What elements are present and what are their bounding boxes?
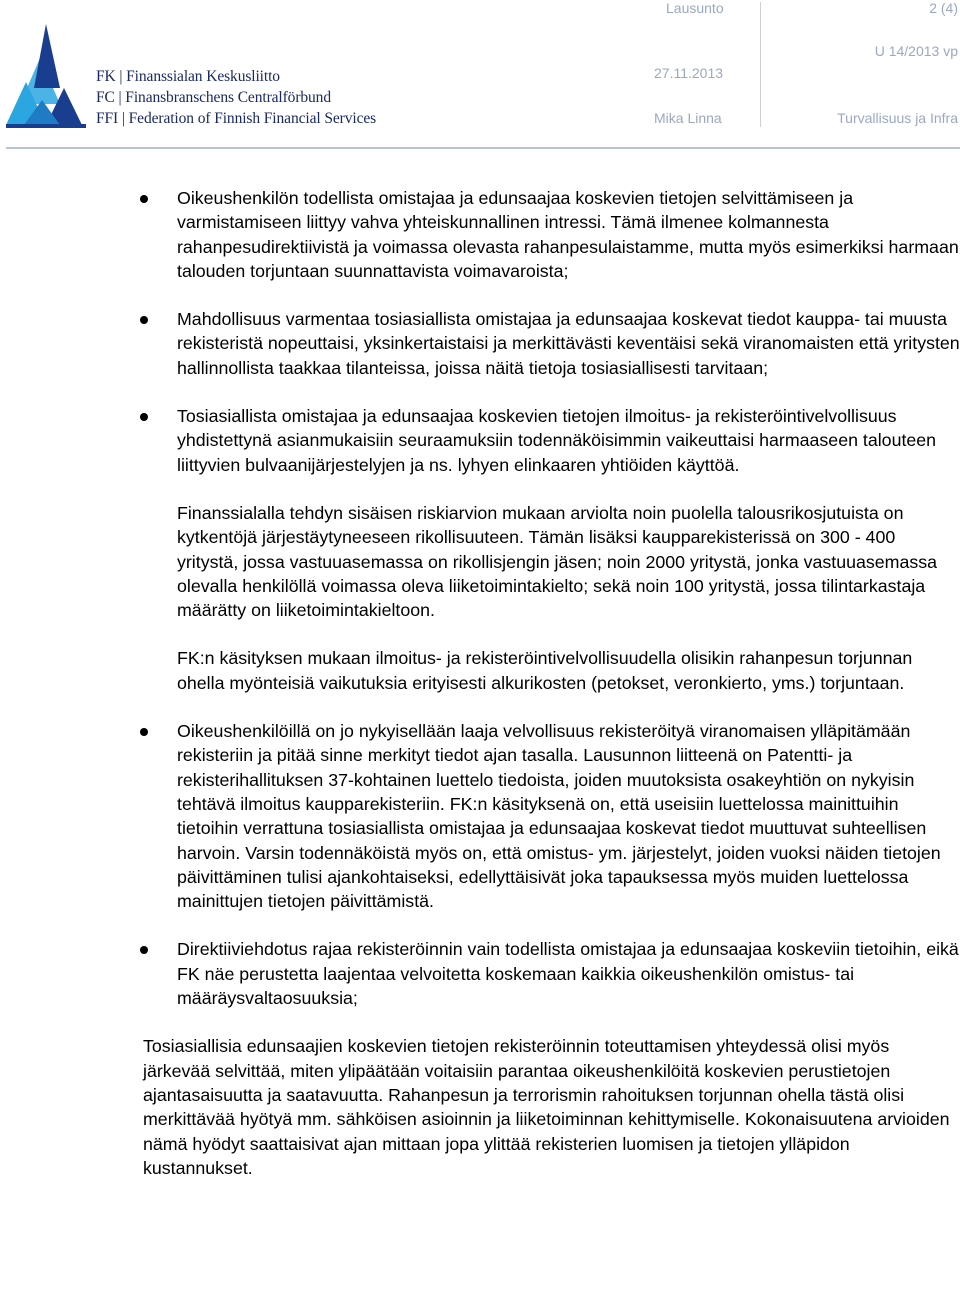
document-date: 27.11.2013 xyxy=(654,65,724,81)
organization-logo xyxy=(6,20,396,132)
list-item xyxy=(0,307,960,380)
bullet-icon xyxy=(140,413,148,421)
reference-number: U 14/2013 vp xyxy=(874,43,958,59)
header-divider xyxy=(760,2,761,127)
bullet-text: Tosiasiallista omistajaa ja edunsaajaa koskevien tietojen ilmoitus- ja rekisteröintivelvollisuus yhdistettynä asianmukaisiin seuraamuksiin todennäköisimmin vaikeuttaisi harmaaseen talouteen liittyvien bulvaanijärjestelyjen ja ns. lyhyen elinkaaren yhtiöiden käyttöä. xyxy=(177,406,937,475)
document-body xyxy=(0,186,960,1180)
department-name: Turvallisuus ja Infra xyxy=(837,110,958,126)
document-type: Lausunto xyxy=(666,0,724,16)
bullet-text: Direktiiviehdotus rajaa rekisteröinnin vain todellista omistajaa ja edunsaajaa koskeviin tietoihin, eikä FK näe perustetta laajentaa velvoitetta koskemaan kaikkia oikeushenkilön omistus- tai määräysvaltaosuuksia; xyxy=(177,939,959,1009)
logo-line-fc: FC | Finansbranschens Centralförbund xyxy=(96,89,331,106)
logo-mark-icon xyxy=(6,20,96,132)
paragraph-risk-assessment: Finanssialalla tehdyn sisäisen riskiarvion mukaan arviolta noin puolella talousrikosjutuista on kytkentöjä järjestäytyneeseen rikollisuuteen. Tämän lisäksi kaupparekisterissä on 300 - 400 yritystä, jossa vastuuasemassa on rikollisjengin jäsen; noin 2000 yritystä, jonka vastuuasemassa olevalla henkilöllä voimassa oleva liiketoimintakielto; sekä noin 100 yritystä, jossa tilintarkastaja määrätty on liiketoimintakieltoon. xyxy=(177,502,938,621)
list-item xyxy=(0,186,960,283)
bullet-text: Mahdollisuus varmentaa tosiasiallista omistajaa ja edunsaajaa koskevat tiedot kauppa- tai muusta rekisteristä nopeuttaisi, yksinkertaistaisi ja merkittävästi keventäisi sekä viranomaisten että yritysten hallinnollista taakkaa tilanteissa, joissa näitä tietoja tosiasiallisesti tarvitaan; xyxy=(177,309,960,378)
bullet-icon xyxy=(140,195,148,203)
bullet-icon xyxy=(140,946,148,954)
header-rule xyxy=(6,147,960,149)
bullet-icon xyxy=(140,316,148,324)
logo-line-fk: FK | Finanssialan Keskusliitto xyxy=(96,68,280,85)
page-number: 2 (4) xyxy=(929,0,958,16)
logo-line-ffi: FFI | Federation of Finnish Financial Services xyxy=(96,110,377,127)
author-name: Mika Linna xyxy=(654,110,722,126)
closing-paragraph: Tosiasiallisia edunsaajien koskevien tietojen rekisteröinnin toteuttamisen yhteydessä olisi myös järkevää selvittää, miten ylipäätään voitaisiin parantaa oikeushenkilöitä koskevien perustietojen ajantasaisuutta ja saatavuutta. Rahanpesun ja terrorismin rahoituksen torjunnan ohella tästä olisi merkittävää hyötyä mm. sähköisen asioinnin ja liiketoiminnan kehittymiselle. Kokonaisuutena arvioiden nämä hyödyt saattaisivat ajan mittaan jopa ylittää rekisterien luomisen ja tietojen ylläpidon kustannukset. xyxy=(143,1036,950,1178)
paragraph-fk-view: FK:n käsityksen mukaan ilmoitus- ja rekisteröintivelvollisuudella olisikin rahanpesun torjunnan ohella myönteisiä vaikutuksia erityisesti alkurikosten (petokset, veronkierto, yms.) torjuntaan. xyxy=(177,648,913,693)
bullet-icon xyxy=(140,728,148,736)
list-item xyxy=(0,937,960,1010)
list-item xyxy=(0,404,960,477)
bullet-text: Oikeushenkilöillä on jo nykyisellään laaja velvollisuus rekisteröityä viranomaisen ylläpitämään rekisteriin ja pitää sinne merkityt tiedot ajan tasalla. Lausunnon liitteenä on Patentti- ja rekisterihallituksen 37-kohtainen luettelo tiedoista, joiden muutoksista osakeyhtiön on nykyisin tehtävä ilmoitus kaupparekisteriin. FK:n käsityksenä on, että useisiin luettelossa mainittuihin tietoihin verrattuna tosiasiallista omistajaa ja edunsaajaa koskevat tiedot muuttuvat suhteellisen harvoin. Varsin todennäköistä myös on, että omistus- ym. järjestelyt, joiden vuoksi näiden tietojen päivittäminen tulisi ajankohtaiseksi, edellyttäisivät joka tapauksessa myös muiden luettelossa mainittujen tietojen päivittämistä. xyxy=(177,721,941,912)
bullet-text: Oikeushenkilön todellista omistajaa ja edunsaajaa koskevien tietojen selvittämiseen ja varmistamiseen liittyy vahva yhteiskunnallinen intressi. Tämä ilmenee kolmannesta rahanpesudirektiivistä ja voimassa olevasta rahanpesulaistamme, mutta myös esimerkiksi harmaan talouden torjuntaan suunnattavista voimavaroista; xyxy=(177,188,959,281)
list-item xyxy=(0,719,960,913)
